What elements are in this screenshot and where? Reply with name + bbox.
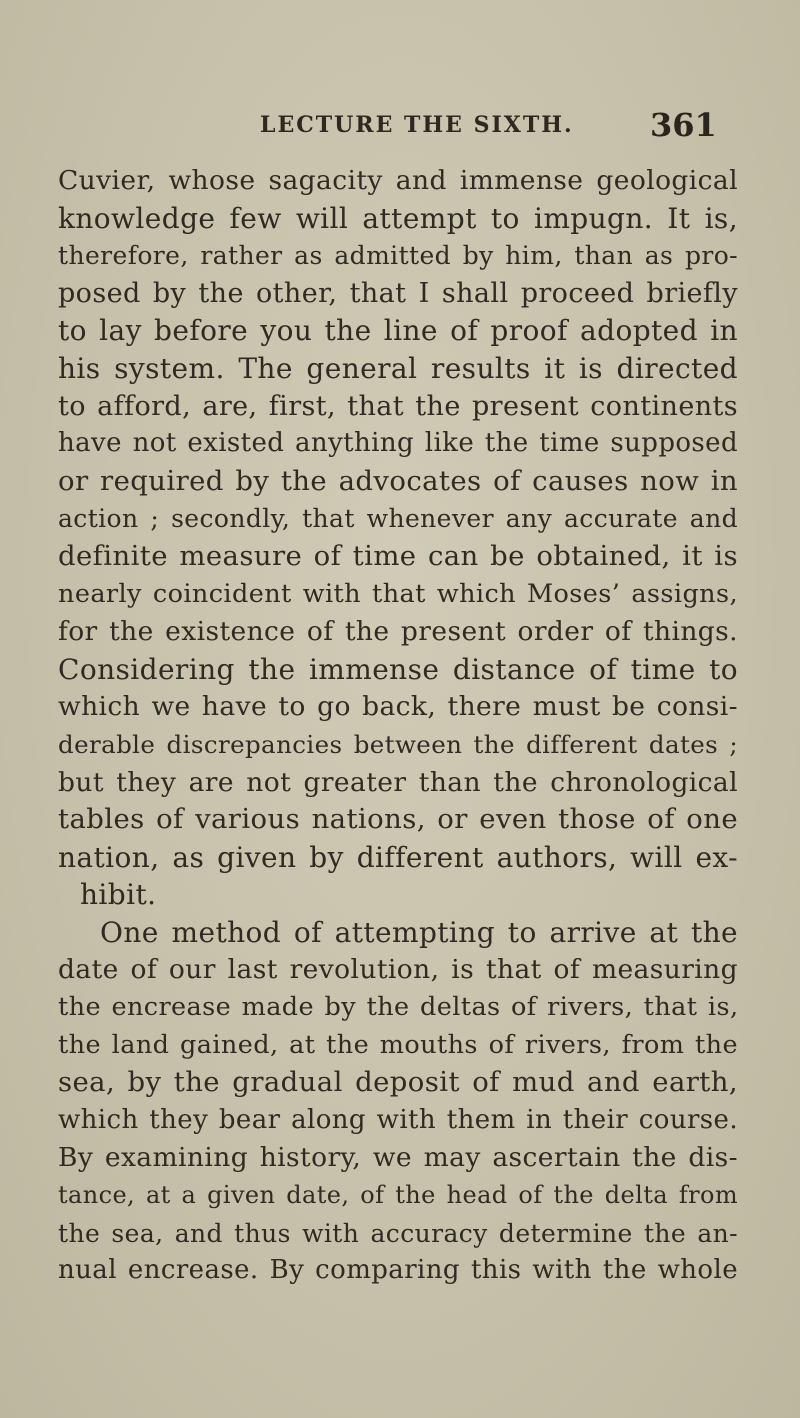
text-line: tables of various nations, or even those of one: [58, 803, 738, 836]
text-line: which we have to go back, there must be consi-: [58, 691, 738, 723]
text-line: definite measure of time can be obtained, it is: [58, 539, 738, 572]
body-text: [58, 162, 738, 1290]
text-line: his system. The general results it is directed: [58, 351, 738, 385]
text-line: knowledge few will attempt to impugn. It is,: [58, 201, 738, 235]
text-line: which they bear along with them in their course.: [58, 1104, 738, 1135]
text-line: date of our last revolution, is that of measuring: [58, 954, 738, 986]
text-line: sea, by the gradual deposit of mud and earth,: [58, 1066, 738, 1099]
text-line: By examining history, we may ascertain the dis-: [58, 1142, 738, 1174]
text-line: Cuvier, whose sagacity and immense geological: [58, 165, 738, 196]
text-line: the sea, and thus with accuracy determine the an-: [58, 1218, 738, 1248]
text-line: or required by the advocates of causes now in: [58, 464, 738, 497]
text-line: to afford, are, first, that the present continents: [58, 390, 738, 422]
text-line: tance, at a given date, of the head of the delta from: [58, 1181, 738, 1210]
text-line: the encrease made by the deltas of rivers, that is,: [58, 992, 739, 1023]
page-number: 361: [650, 106, 717, 144]
text-line: to lay before you the line of proof adopted in: [58, 314, 738, 348]
text-line: for the existence of the present order of things.: [58, 616, 738, 648]
text-line: hibit.: [80, 878, 157, 912]
running-title: LECTURE THE SIXTH.: [260, 112, 574, 138]
text-line: nation, as given by different authors, will ex-: [58, 840, 738, 874]
text-line: posed by the other, that I shall proceed briefly: [58, 277, 738, 309]
text-line: derable discrepancies between the different dates ;: [58, 729, 738, 759]
text-line: action ; secondly, that whenever any accurate and: [58, 504, 738, 534]
text-line: nual encrease. By comparing this with the whole: [58, 1255, 738, 1286]
text-line: nearly coincident with that which Moses’ assigns,: [58, 578, 738, 609]
text-line: therefore, rather as admitted by him, than as pro-: [58, 241, 738, 271]
text-line: Considering the immense distance of time to: [58, 652, 738, 686]
text-line: the land gained, at the mouths of rivers, from the: [58, 1029, 738, 1060]
text-line: have not existed anything like the time supposed: [58, 428, 738, 459]
text-line: but they are not greater than the chronological: [58, 766, 738, 798]
text-line: One method of attempting to arrive at the: [100, 915, 738, 949]
